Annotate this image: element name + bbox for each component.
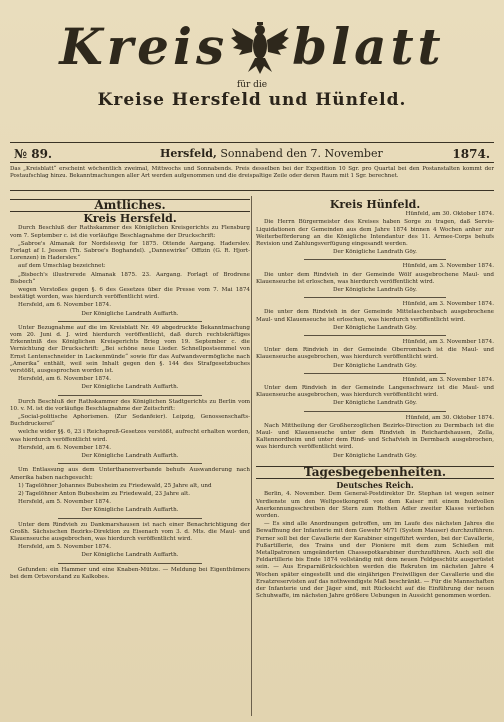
signature: Der Königliche Landrath Göy. <box>333 400 417 407</box>
signature: Der Königliche Landrath Auffarth. <box>81 384 179 391</box>
signature: Der Königliche Landrath Göy. <box>333 324 417 331</box>
divider <box>10 162 494 163</box>
divider <box>10 142 494 143</box>
article-date: Hersfeld, am 5. November 1874. <box>18 499 111 506</box>
article <box>256 339 494 370</box>
article <box>10 522 250 560</box>
article-date: Hünfeld, am 3. November 1874. <box>402 301 494 308</box>
article <box>256 377 494 408</box>
signature: Der Königliche Landrath Göy. <box>333 249 417 256</box>
article-text: Berlin, 4. November. Dem General-Postdirektor Dr. Stephan ist wegen seiner Verdienste um den Weltpostkongreß von dem Kaiser mit einem huldvollen Anerkennungsschreiben der Stern zum Rothen Adler zweiter Klasse verliehen worden. <box>256 491 494 519</box>
article-text: Gefunden: ein Hammer und eine Knaben-Mütze. — Meldung bei Eigenthümers bei dem Ortsvorstand zu Kalkobes. <box>10 566 250 580</box>
article-text: 1) Tagelöhner Johannes Bubesheim zu Friedewald, 25 Jahre alt, und <box>18 482 212 489</box>
article <box>256 263 494 294</box>
masthead-fuer: für die <box>236 80 268 90</box>
title-left: Kreis <box>59 16 229 76</box>
article <box>10 567 250 581</box>
article <box>256 415 494 460</box>
article <box>10 225 250 317</box>
article-text: Die unter dem Rindvieh in der Gemeinde Wölf ausgebrochene Maul- und Klauenseuche ist erloschen, was hierdurch veröffentlicht wird. <box>256 271 494 285</box>
separator <box>58 395 202 396</box>
article-text: Unter dem Rindvieh in der Gemeinde Oberrombach ist die Maul- und Klauenseuche ausgebrochen, was hierdurch veröffentlicht wird. <box>256 347 494 361</box>
separator <box>304 411 447 412</box>
article-date: Hünfeld, am 30. Oktober 1874. <box>405 211 494 218</box>
article-date: Hünfeld, am 30. Oktober 1874. <box>405 414 494 421</box>
signature: Der Königliche Landrath Auffarth. <box>81 453 179 460</box>
article-text: Unter Bezugnahme auf die im Kreisblatt Nr. 49 abgedruckte Bekanntmachung vom 20. Juni d. J. wird hierdurch veröffentlicht, daß durch rechtskräftiges Erkenntniß des Königlichen Kreisgerichts Brieg vom 19. September c. die Vernichtung der Druckschrift: „Bei schöne neue Lieder. Schnellpostsemmel von Ernst Lentenschneider in Lackenmünde“ sowie für das Aufwandsvermögliche nach „Amerika“ enthält, weil sein Inhalt gegen den §. 144 des Strafgesetzbuches verstößt, ausgesprochen worden ist. <box>10 324 250 375</box>
article-text: Die unter dem Rindvieh in der Gemeinde Mittelaschenbach ausgebrochene Maul- und Klauenseuche ist erloschen, was hierdurch veröffentlicht wird. <box>256 309 494 323</box>
divider <box>10 190 494 191</box>
article-date: Hersfeld, am 6. November 1874. <box>18 444 111 451</box>
separator <box>304 297 447 298</box>
separator <box>58 563 202 564</box>
section-heading-amtliches: Amtliches. <box>10 199 250 212</box>
article-text: „Bisbech's illustrerede Almanak 1875. 23. Aargang. Forlagt of Brodrene Bisbech“ <box>10 271 250 285</box>
article-date: Hünfeld, am 3. November 1874. <box>402 263 494 270</box>
signature: Der Königliche Landrath Göy. <box>333 452 417 459</box>
article-text: auf dem Umschlag bezeichnet: <box>18 263 106 270</box>
article-text: Unter dem Rindvieh zu Dankmarshausen ist nach einer Benachrichtigung der Großh. Sächsischen Bezirks-Direktion zu Eisenach vom 3. d. Mts. die Maul- und Klauenseuche ausgebrochen, was hierdurch veröffentlicht wird. <box>10 521 250 542</box>
article <box>256 301 494 332</box>
issue-year: 1874. <box>452 147 490 161</box>
article-date: Hersfeld, am 6. November 1874. <box>18 302 111 309</box>
heading-kreis-hersfeld: Kreis Hersfeld. <box>83 212 177 226</box>
article-text: Um Entlassung aus dem Unterthanenverbande behufs Auswanderung nach Amerika haben nachgesucht: <box>10 467 250 481</box>
article <box>10 325 250 392</box>
left-column <box>10 196 250 583</box>
article <box>10 467 250 514</box>
masthead-subtitle: Kreise Hersfeld und Hünfeld. <box>97 90 407 110</box>
masthead <box>0 10 504 110</box>
issue-weekday-date: Sonnabend den 7. November <box>220 147 383 160</box>
article <box>256 211 494 256</box>
masthead-title <box>0 16 504 76</box>
separator <box>58 518 202 519</box>
separator <box>304 373 447 374</box>
signature: Der Königliche Landrath Auffarth. <box>81 552 179 559</box>
article-text: Die Herrn Bürgermeister des Kreises haben Sorge zu tragen, daß Servis-Liquidationen der Gemeinden aus dem Jahre 1874 binnen 4 Wochen anher zur Weiterbeförderung an die Königliche Intendantur des 11. Armee-Corps behufs Revision und Zahlungsverfügung eingesandt werden. <box>256 219 494 248</box>
article-text: Unter dem Rindvieh in der Gemeinde Langenschwarz ist die Maul- und Klauenseuche ausgebrochen, was hierdurch veröffentlicht wird. <box>256 385 494 399</box>
article <box>256 491 494 600</box>
article-text: — Es sind alle Anordnungen getroffen, um im Laufe des nächsten Jahres die Bewaffnung der Infanterie mit dem Gewehr M/71 (System Mauser) durchzuführen. Ferner soll bei der Cavallerie der Karabiner eingeführt werden, bei der Cavallerie, Fußartillerie, des Trains und der Pioniere mit dem zum Schießen mit Metallpatronen umgeänderten Chassepotkarabiner durchzuführen. Auch soll die Feldartillerie bis Ende 1874 vollständig mit dem neuen Feldgeschütz ausgerüstet sein. — Aus Ersparnißrücksichten werden die Rekruten im nächsten Jahre 4 Wochen später eingestellt und die einjährigen Freiwilligen der Cavallerie und die Ersatzreservisten auf das nothwendigste Maß beschränkt. — Für die Mannschaften der Infanterie und der Jäger sind, mit Rücksicht auf die Einführung der neuen Schuhwaffe, im nächsten Jahre größere Uebungen in Aussicht genommen worden. <box>256 521 494 600</box>
article-date: Hersfeld, am 6. November 1874. <box>18 376 111 383</box>
issue-number: № 89. <box>14 147 53 161</box>
eagle-crest-icon <box>230 16 290 76</box>
separator <box>58 463 202 464</box>
right-column <box>256 196 494 602</box>
article-text: „Sabroe's Almanak for Nordslesvig for 1875. Ottende Aargang. Haderslev. Forlagt af I. Jessen (Th. Sabroe's Boghandel). „Dannewirke“ Offizin (G. R. Hjort-Lorenzen) in Haderslev.“ <box>10 240 250 262</box>
separator <box>58 321 202 322</box>
publication-notice: Das „Kreisblatt“ erscheint wöchentlich zweimal, Mittwochs und Sonnabends. Preis desselben bei der Expedition 10 Sgr. pro Quartal bei den Postanstalten kommt der Postaufschlag hinzu. Bekanntmachungen aller Art werden aufgenommen und die dreispaltige Zeile oder deren Raum mit 1 Sgr. berechnet. <box>10 166 494 179</box>
heading-kreis-huenfeld: Kreis Hünfeld. <box>329 198 421 211</box>
signature: Der Königliche Landrath Göy. <box>333 287 417 294</box>
subheading-deutsches-reich: Deutsches Reich. <box>336 480 414 491</box>
issue-date <box>160 147 383 160</box>
title-right: blatt <box>292 16 445 76</box>
article-text: Durch Beschluß der Rathskammer des Königlichen Kreisgerichts zu Flensburg vom 7. September c. ist die vorläufige Beschlagnahme der Druckschrift: <box>10 225 250 239</box>
article-text: Nach Mittheilung der Großherzoglichen Bezirks-Direction zu Dermbach ist die Maul- und Klauenseuche unter dem Rindvieh in Reichardshausen, Zella, Kaltennordheim und unter dem Rind- und Schafvieh in Dermbach ausgebrochen, was hierdurch veröffentlicht wird. <box>256 422 494 451</box>
separator <box>304 335 447 336</box>
article-date: Hünfeld, am 3. November 1874. <box>402 376 494 383</box>
column-divider <box>251 196 252 716</box>
article-text: 2) Tagelöhner Anton Bubesheim zu Friedewald, 23 Jahre alt. <box>18 490 190 497</box>
section-heading-tagesbegebenheiten: Tagesbegebenheiten. <box>256 466 494 479</box>
issue-place: Hersfeld, <box>160 147 217 160</box>
article-text: „Social-politische Aphorismen. (Zur Sedanfeier). Leipzig, Genossenschafts-Buchdruckerei“ <box>10 414 250 428</box>
article-text: Durch Beschluß der Rathskammer des Königlichen Stadtgerichts zu Berlin vom 10. v. M. ist die vorläufige Beschlagnahme der Zeitschrift: <box>10 398 250 412</box>
signature: Der Königliche Landrath Göy. <box>333 362 417 369</box>
article <box>10 399 250 461</box>
signature: Der Königliche Landrath Auffarth. <box>81 310 179 317</box>
article-date: Hersfeld, am 5. November 1874. <box>18 544 111 551</box>
separator <box>304 259 447 260</box>
article-text: wegen Verstoßes gegen §. 6 des Gesetzes über die Presse vom 7. Mai 1874 bestätigt worden, was hierdurch veröffentlicht wird. <box>10 287 250 301</box>
signature: Der Königliche Landrath Auffarth. <box>81 507 179 514</box>
article-date: Hünfeld, am 3. November 1874. <box>402 339 494 346</box>
article-text: welche wider §§. 6, 23 i Reichspreß-Gesetzes verstößt, aufrecht erhalten worden, was hierdurch veröffentlicht wird. <box>10 429 250 443</box>
